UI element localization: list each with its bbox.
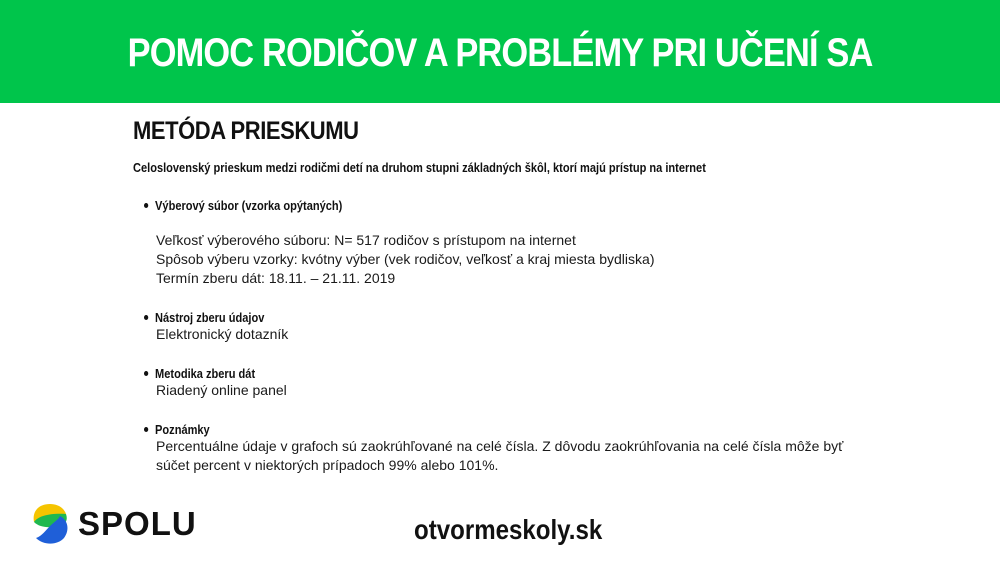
- item-heading: Výberový súbor (vzorka opýtaných): [155, 198, 343, 213]
- item-line: Veľkosť výberového súboru: N= 517 rodičov s prístupom na internet: [156, 232, 576, 248]
- bullet-icon: [144, 427, 148, 432]
- bullet-icon: [144, 203, 148, 208]
- item-line: Termín zberu dát: 18.11. – 21.11. 2019: [156, 270, 396, 286]
- spolu-logo: [30, 502, 197, 546]
- item-heading: Poznámky: [155, 422, 210, 437]
- logo-text: SPOLU: [78, 505, 197, 542]
- bullet-icon: [144, 371, 148, 376]
- item-line: Percentuálne údaje v grafoch sú zaokrúhľované na celé čísla. Z dôvodu zaokrúhľovania na celé čísla môže byť: [156, 438, 844, 454]
- title-banner: [0, 0, 1000, 103]
- spolu-logo-icon: [30, 502, 70, 546]
- item-heading: Nástroj zberu údajov: [155, 310, 265, 325]
- list-item-notes: [144, 422, 843, 475]
- item-heading: Metodika zberu dát: [155, 366, 256, 381]
- item-line: súčet percent v niektorých prípadoch 99% alebo 101%.: [156, 457, 499, 473]
- item-line: Elektronický dotazník: [156, 326, 289, 342]
- list-item-tool: [144, 310, 288, 344]
- page-title: POMOC RODIČOV A PROBLÉMY PRI UČENÍ SA: [127, 31, 873, 75]
- footer-url: otvormeskoly.sk: [414, 514, 603, 545]
- list-item-method: [144, 366, 287, 400]
- bullet-icon: [144, 315, 148, 320]
- section-subtitle: Celoslovenský prieskum medzi rodičmi detí na druhom stupni základných škôl, ktorí majú prístup na internet: [133, 160, 706, 175]
- list-item-sample: [144, 198, 654, 288]
- section-title: METÓDA PRIESKUMU: [133, 117, 359, 145]
- item-line: Riadený online panel: [156, 382, 287, 398]
- item-line: Spôsob výberu vzorky: kvótny výber (vek rodičov, veľkosť a kraj miesta bydliska): [156, 251, 655, 267]
